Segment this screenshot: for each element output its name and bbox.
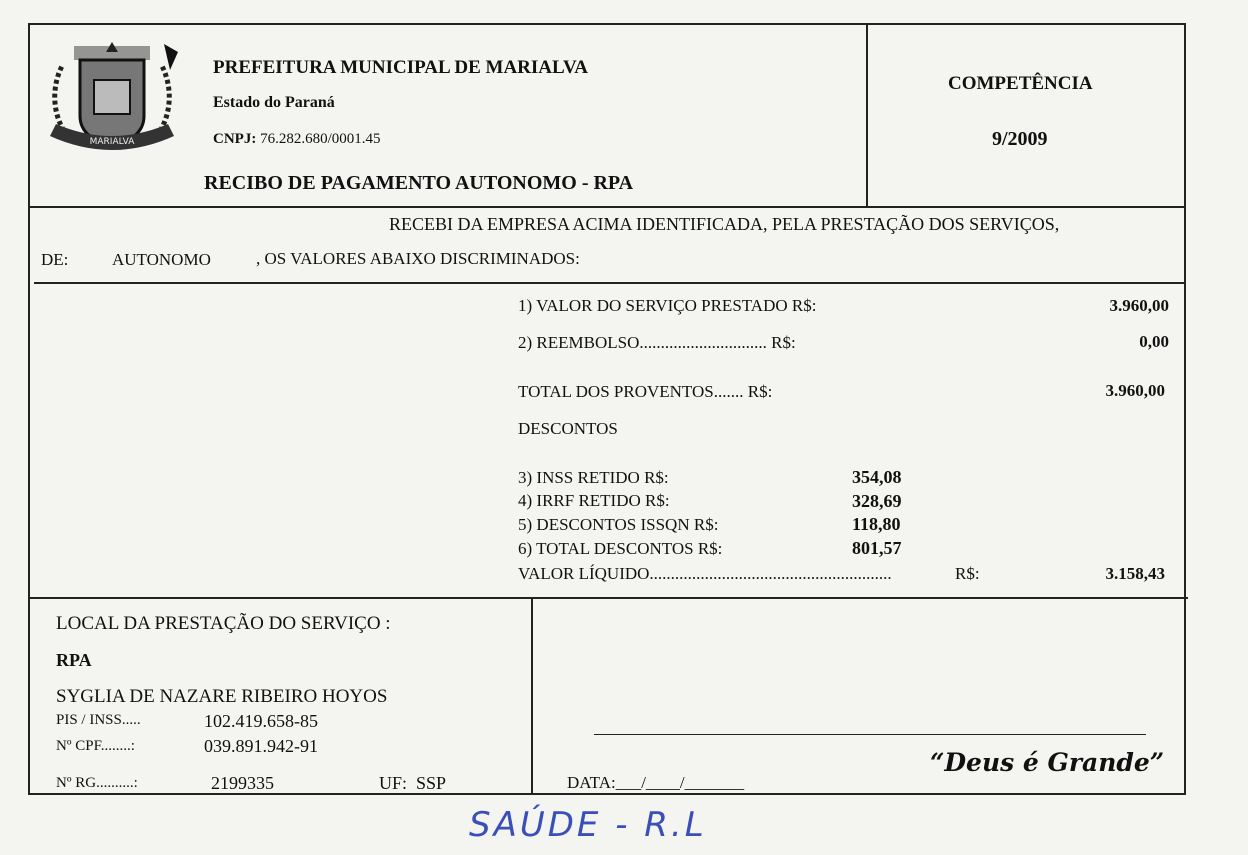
- total-proventos-label: TOTAL DOS PROVENTOS....... R$:: [518, 382, 773, 401]
- servico-value: 3.960,00: [1109, 296, 1169, 315]
- liquido-label: VALOR LÍQUIDO.........................................................: [518, 564, 892, 583]
- document-title: RECIBO DE PAGAMENTO AUTONOMO - RPA: [204, 172, 634, 194]
- org-name: PREFEITURA MUNICIPAL DE MARIALVA: [213, 57, 588, 78]
- cnpj-value: 76.282.680/0001.45: [260, 131, 381, 147]
- pis-label: PIS / INSS.....: [56, 712, 141, 728]
- handwritten-note: [465, 798, 735, 850]
- cpf-value: 039.891.942-91: [204, 736, 318, 756]
- reembolso-value: 0,00: [1139, 332, 1169, 351]
- uf-label: UF:: [379, 773, 408, 793]
- reembolso-label: 2) REEMBOLSO.............................. R$:: [518, 333, 796, 352]
- local-label: LOCAL DA PRESTAÇÃO DO SERVIÇO :: [56, 613, 391, 634]
- cpf-label: Nº CPF........:: [56, 738, 135, 754]
- pis-value: 102.419.658-85: [204, 711, 318, 731]
- total-descontos-value: 801,57: [852, 538, 902, 558]
- person-name: SYGLIA DE NAZARE RIBEIRO HOYOS: [56, 686, 388, 707]
- footer-divider: [531, 597, 533, 795]
- motto: “Deus é Grande”: [930, 748, 1165, 777]
- competencia-value: 9/2009: [992, 128, 1048, 150]
- issqn-value: 118,80: [852, 514, 901, 534]
- statement-line-1: RECEBI DA EMPRESA ACIMA IDENTIFICADA, PELA PRESTAÇÃO DOS SERVIÇOS,: [389, 214, 1060, 234]
- servico-label: 1) VALOR DO SERVIÇO PRESTADO R$:: [518, 296, 817, 315]
- rg-label: Nº RG..........:: [56, 775, 138, 791]
- statement-line-2: , OS VALORES ABAIXO DISCRIMINADOS:: [256, 249, 580, 268]
- descontos-label: DESCONTOS: [518, 419, 618, 438]
- inss-label: 3) INSS RETIDO R$:: [518, 468, 669, 487]
- header-divider: [28, 206, 1186, 208]
- rg-value: 2199335: [211, 773, 274, 793]
- statement-divider: [34, 282, 1186, 284]
- municipal-seal: [44, 36, 180, 166]
- handwritten-note-text: SAÚDE - R.L: [469, 805, 707, 845]
- issqn-label: 5) DESCONTOS ISSQN R$:: [518, 515, 719, 534]
- irrf-value: 328,69: [852, 491, 902, 511]
- inss-value: 354,08: [852, 467, 902, 487]
- competencia-label: COMPETÊNCIA: [948, 73, 1093, 94]
- de-label: DE:: [41, 250, 69, 269]
- total-proventos-value: 3.960,00: [1105, 381, 1165, 400]
- signature-line: [594, 734, 1146, 735]
- values-divider: [28, 597, 1188, 599]
- de-value: AUTONOMO: [112, 250, 211, 269]
- total-descontos-label: 6) TOTAL DESCONTOS R$:: [518, 539, 723, 558]
- irrf-label: 4) IRRF RETIDO R$:: [518, 491, 670, 510]
- cnpj-label: CNPJ:: [213, 131, 257, 147]
- competencia-divider: [866, 23, 868, 207]
- uf-value: SSP: [416, 773, 447, 793]
- data-field: DATA:___/____/_______: [567, 773, 745, 792]
- cnpj: [213, 131, 381, 148]
- local-value: RPA: [56, 650, 92, 670]
- state-name: Estado do Paraná: [213, 94, 335, 111]
- liquido-value: 3.158,43: [1105, 564, 1165, 583]
- liquido-currency: R$:: [955, 564, 980, 583]
- seal-text: MARIALVA: [89, 137, 135, 147]
